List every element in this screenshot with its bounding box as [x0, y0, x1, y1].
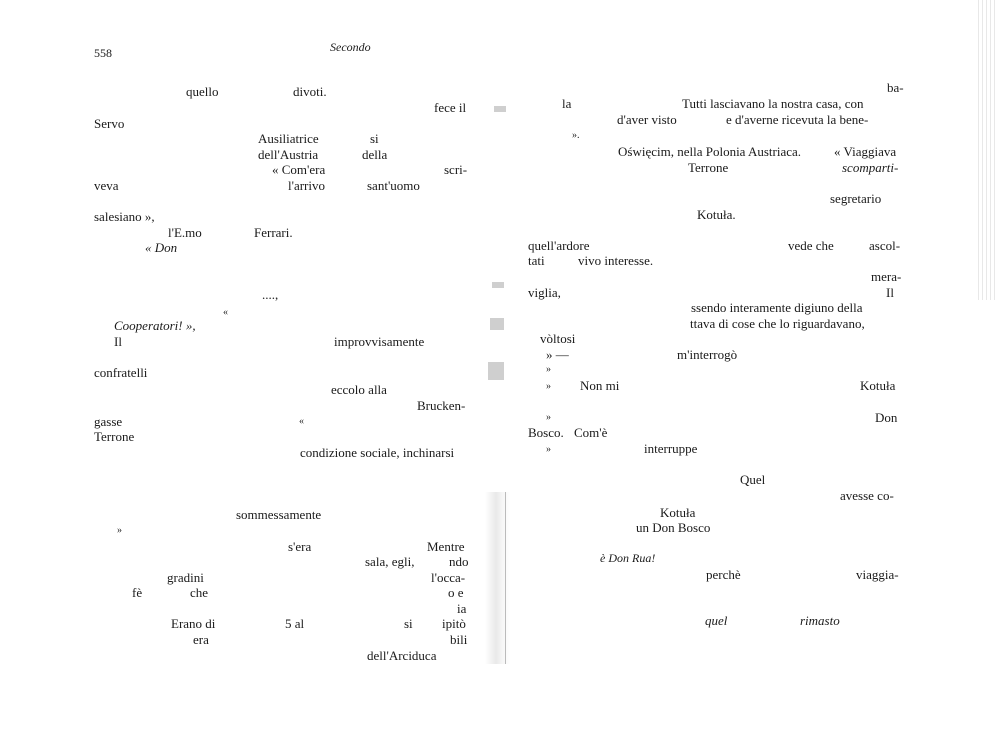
- text-fragment: Ausiliatrice: [258, 131, 319, 146]
- text-fragment: della: [362, 147, 388, 162]
- text-fragment: Tutti lasciavano la nostra casa, con: [682, 96, 864, 111]
- text-fragment: gasse: [94, 414, 123, 429]
- text-fragment: Don: [875, 410, 898, 425]
- text-fragment: ascol-: [869, 238, 901, 253]
- text-fragment: ttava di cose che lo riguardavano,: [690, 316, 865, 331]
- book-gutter: [485, 492, 510, 664]
- text-fragment: »: [546, 381, 551, 392]
- text-fragment: interruppe: [644, 441, 698, 456]
- text-fragment: viaggia-: [856, 567, 899, 582]
- text-fragment: Servo: [94, 116, 125, 131]
- text-fragment: vede che: [788, 238, 834, 253]
- text-fragment: Kotuła: [860, 378, 896, 393]
- text-fragment: l'occa-: [431, 570, 466, 585]
- text-fragment: Il: [114, 334, 122, 349]
- text-fragment: «: [299, 416, 304, 427]
- text-fragment: 5 al: [285, 616, 305, 631]
- text-fragment: Ferrari.: [254, 225, 293, 240]
- text-fragment: viglia,: [528, 285, 561, 300]
- text-fragment: vivo interesse.: [578, 253, 654, 268]
- page-number: 558: [94, 46, 112, 60]
- text-fragment: tati: [528, 253, 545, 268]
- text-fragment: Com'è: [574, 425, 608, 440]
- text-fragment: sala, egli,: [365, 554, 415, 569]
- text-fragment: e d'averne ricevuta la bene-: [726, 112, 869, 127]
- text-fragment: la: [562, 96, 572, 111]
- text-fragment: Erano di: [171, 616, 216, 631]
- text-fragment: »: [546, 364, 551, 375]
- running-title: Secondo: [330, 40, 371, 54]
- text-fragment: fece il: [434, 100, 467, 115]
- text-fragment: condizione sociale, inchinarsi: [300, 445, 455, 460]
- text-fragment: »: [546, 444, 551, 455]
- text-fragment: Kotuła: [660, 505, 696, 520]
- text-fragment: l'E.mo: [168, 225, 202, 240]
- text-fragment: m'interrogò: [677, 347, 738, 362]
- text-fragment: dell'Austria: [258, 147, 319, 162]
- text-fragment: quell'ardore: [528, 238, 590, 253]
- text-fragment: dell'Arciduca: [367, 648, 437, 663]
- text-fragment: un Don Bosco: [636, 520, 711, 535]
- text-fragment: Quel: [740, 472, 766, 487]
- text-fragment: ba-: [887, 80, 904, 95]
- text-fragment: quello: [186, 84, 219, 99]
- text-fragment: eccolo alla: [331, 382, 387, 397]
- text-fragment: Kotuła.: [697, 207, 736, 222]
- text-fragment: ndo: [449, 554, 469, 569]
- text-fragment: vòltosi: [540, 331, 576, 346]
- text-fragment: Terrone: [688, 160, 729, 175]
- scan-speck: [492, 282, 504, 288]
- text-fragment: » —: [546, 347, 569, 362]
- text-fragment: quel: [705, 613, 728, 628]
- text-fragment: Non mi: [580, 378, 620, 393]
- text-fragment: d'aver visto: [617, 112, 677, 127]
- text-fragment: Bosco.: [528, 425, 564, 440]
- text-fragment: sant'uomo: [367, 178, 420, 193]
- text-fragment: scri-: [444, 162, 468, 177]
- text-fragment: Brucken-: [417, 398, 466, 413]
- page-edge-shadow: [975, 0, 998, 300]
- text-fragment: Cooperatori! »,: [114, 318, 196, 333]
- text-fragment: ....,: [262, 287, 279, 302]
- text-fragment: Oświęcim, nella Polonia Austriaca.: [618, 144, 802, 159]
- text-fragment: segretario: [830, 191, 882, 206]
- text-fragment: ssendo interamente digiuno della: [691, 300, 863, 315]
- text-fragment: si: [370, 131, 379, 146]
- text-fragment: « Com'era: [272, 162, 326, 177]
- scan-speck: [490, 318, 504, 330]
- text-fragment: »: [117, 525, 122, 536]
- text-fragment: avesse co-: [840, 488, 894, 503]
- text-fragment: Terrone: [94, 429, 135, 444]
- text-fragment: rimasto: [800, 613, 840, 628]
- text-fragment: ».: [572, 130, 580, 141]
- text-fragment: ipitò: [442, 616, 466, 631]
- text-fragment: è Don Rua!: [600, 551, 656, 565]
- text-fragment: o e: [448, 585, 464, 600]
- text-fragment: si: [404, 616, 413, 631]
- text-fragment: bili: [450, 632, 468, 647]
- text-fragment: confratelli: [94, 365, 148, 380]
- text-fragment: »: [546, 412, 551, 423]
- scan-speck: [488, 362, 504, 380]
- text-fragment: s'era: [288, 539, 312, 554]
- text-fragment: Mentre: [427, 539, 465, 554]
- text-fragment: ia: [457, 601, 467, 616]
- text-fragment: Il: [886, 285, 894, 300]
- text-fragment: improvvisamente: [334, 334, 425, 349]
- text-fragment: salesiano »,: [94, 209, 155, 224]
- text-fragment: scomparti-: [842, 160, 899, 175]
- text-fragment: mera-: [871, 269, 902, 284]
- text-fragment: veva: [94, 178, 119, 193]
- text-fragment: era: [193, 632, 209, 647]
- text-fragment: divoti.: [293, 84, 327, 99]
- text-fragment: l'arrivo: [288, 178, 325, 193]
- text-fragment: «: [223, 307, 228, 318]
- text-fragment: che: [190, 585, 209, 600]
- text-fragment: fè: [132, 585, 143, 600]
- text-fragment: « Don: [145, 240, 178, 255]
- text-fragment: « Viaggiava: [834, 144, 897, 159]
- text-fragment: perchè: [706, 567, 741, 582]
- scan-speck: [494, 106, 506, 112]
- text-fragment: sommessamente: [236, 507, 322, 522]
- text-fragment: gradini: [167, 570, 204, 585]
